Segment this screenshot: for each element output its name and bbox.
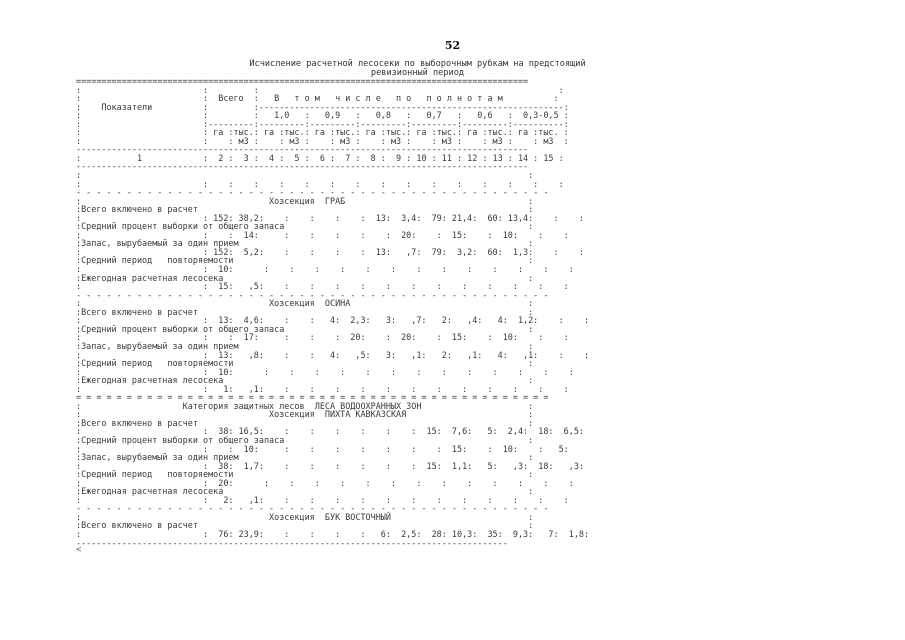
- report-line: : : 38: 1,7: : : : : : : 15: 1,1: 5: ,3: 18: ,3:: [76, 460, 584, 471]
- report-line: : : : 14: : : : : : 20: : 15: : 10: : :: [76, 229, 569, 240]
- report-table: [76, 77, 589, 547]
- report-line: : : 2: ,1: : : : : : : : : : : : :: [76, 494, 569, 505]
- report-line: =========================================================================================: [76, 76, 529, 86]
- report-line: : :: [76, 170, 534, 181]
- report-line: = = = = = = = = = = = = = = = = = = = = = = = = = = = = = = = = = = = = = = = = = = = = = = =: [76, 392, 549, 403]
- report-line: : : 10: : : : : : : : : : : : : :: [76, 264, 574, 275]
- report-line: : : : 10: : : : : : : : 15: : 10: : 5:: [76, 443, 569, 454]
- report-line: - - - - - - - - - - - - - - - - - - - - - - - - - - - - - - - - - - - - - - - - - - - - - - -: [76, 503, 549, 514]
- report-line: : : 15: ,5: : : : : : : : : : : : :: [76, 281, 569, 292]
- report-line: -----------------------------------------------------------------------------------------: [76, 144, 529, 155]
- report-line: :Ежегодная расчетная лесосека :: [76, 272, 534, 283]
- report-subtitle: ревизионный период: [370, 68, 465, 78]
- report-line: :Всего включено в расчет :: [76, 204, 534, 215]
- report-line: :Средний период повторяемости :: [76, 469, 534, 480]
- report-line: : Хозсекция ОСИНА :: [76, 298, 534, 309]
- report-line: : : 1: ,1: : : : : : : : : : : : :: [76, 383, 569, 394]
- report-line: : : 38: 16,5: : : : : : : 15: 7,6: 5: 2,4: 18: 6,5:: [76, 426, 584, 437]
- report-line: :Ежегодная расчетная лесосека :: [76, 375, 534, 386]
- report-line: :Запас, вырубаемый за один прием :: [76, 340, 534, 351]
- report-line: : Показатели : :------------------------------------------------------------:: [76, 101, 569, 112]
- report-line: : : 152: 5,2: : : : : 13: ,7: 79: 3,2: 60: 1,3: : :: [76, 246, 584, 257]
- report-line: : : : 1,0 : 0,9 : 0,8 : 0,7 : 0,6 : 0,3-0,5 :: [76, 110, 569, 121]
- report-line: : : : 17: : : : 20: : 20: : 15: : 10: : :: [76, 332, 569, 343]
- report-line: : : 10: : : : : : : : : : : : : :: [76, 366, 574, 377]
- report-line: : : : м3 : : м3 : : м3 : : м3 : : м3 : : м3 : : м3 :: [76, 135, 569, 146]
- report-line: -------------------------------------------------------------------------------------: [76, 537, 508, 548]
- report-line: :Средний период повторяемости :: [76, 358, 534, 369]
- report-line: :Всего включено в расчет :: [76, 417, 534, 428]
- report-line: : : 13: 4,6: : : 4: 2,3: 3: ,7: 2: ,4: 4: 1,2: : :: [76, 315, 590, 326]
- report-line: : Категория защитных лесов ЛЕСА ВОДООХРАННЫХ ЗОН :: [76, 400, 534, 411]
- report-line: :Ежегодная расчетная лесосека :: [76, 486, 534, 497]
- report-line: : : га :тыс.: га :тыс.: га :тыс.: га :тыс.: га :тыс.: га :тыс.: га :тыс. :: [76, 127, 569, 138]
- report-title: Исчисление расчетной лесосеки по выборочным рубкам на предстоящий: [249, 59, 586, 69]
- report-line: : 1 : 2 : 3 : 4 : 5 : 6 : 7 : 8 : 9 : 10 : 11 : 12 : 13 : 14 : 15 :: [76, 152, 564, 163]
- report-line: :Средний процент выборки от общего запаса :: [76, 221, 534, 232]
- report-line: : :---------:---------:---------:---------:---------:---------:----------:: [76, 118, 569, 129]
- report-line: :Запас, вырубаемый за один прием :: [76, 452, 534, 463]
- report-line: :Всего включено в расчет :: [76, 306, 534, 317]
- report-line: :Запас, вырубаемый за один прием :: [76, 238, 534, 249]
- report-line: : : : :: [76, 84, 564, 95]
- page-number: 52: [444, 39, 461, 52]
- report-line: : Хозсекция ГРАБ :: [76, 195, 534, 206]
- report-line: : : 152: 38,2: : : : : 13: 3,4: 79: 21,4: 60: 13,4: : :: [76, 212, 584, 223]
- report-line: : : 20: : : : : : : : : : : : : :: [76, 477, 574, 488]
- report-line: : : Всего : В т о м ч и с л е п о п о л н о т а м :: [76, 93, 559, 104]
- report-line: -----------------------------------------------------------------------------------------: [76, 161, 529, 172]
- report-line: :Средний период повторяемости :: [76, 255, 534, 266]
- report-line: : : : : : : : : : : : : : : : :: [76, 178, 564, 189]
- report-line: - - - - - - - - - - - - - - - - - - - - - - - - - - - - - - - - - - - - - - - - - - - - - - -: [76, 187, 549, 198]
- text-cursor-marker: <: [76, 545, 82, 555]
- report-line: : : 76: 23,9: : : : : 6: 2,5: 28: 10,3: 35: 9,3: 7: 1,8:: [76, 528, 590, 539]
- report-line: : : 13: ,8: : : 4: ,5: 3: ,1: 2: ,1: 4: ,1: : :: [76, 349, 590, 360]
- report-line: :Средний процент выборки от общего запаса :: [76, 434, 534, 445]
- report-line: :Средний процент выборки от общего запаса :: [76, 323, 534, 334]
- report-line: :Всего включено в расчет :: [76, 520, 534, 531]
- report-line: : Хозсекция БУК ВОСТОЧНЫЙ :: [76, 511, 534, 522]
- report-line: - - - - - - - - - - - - - - - - - - - - - - - - - - - - - - - - - - - - - - - - - - - - - - -: [76, 289, 549, 300]
- report-line: : Хозсекция ПИХТА КАВКАЗСКАЯ :: [76, 409, 534, 420]
